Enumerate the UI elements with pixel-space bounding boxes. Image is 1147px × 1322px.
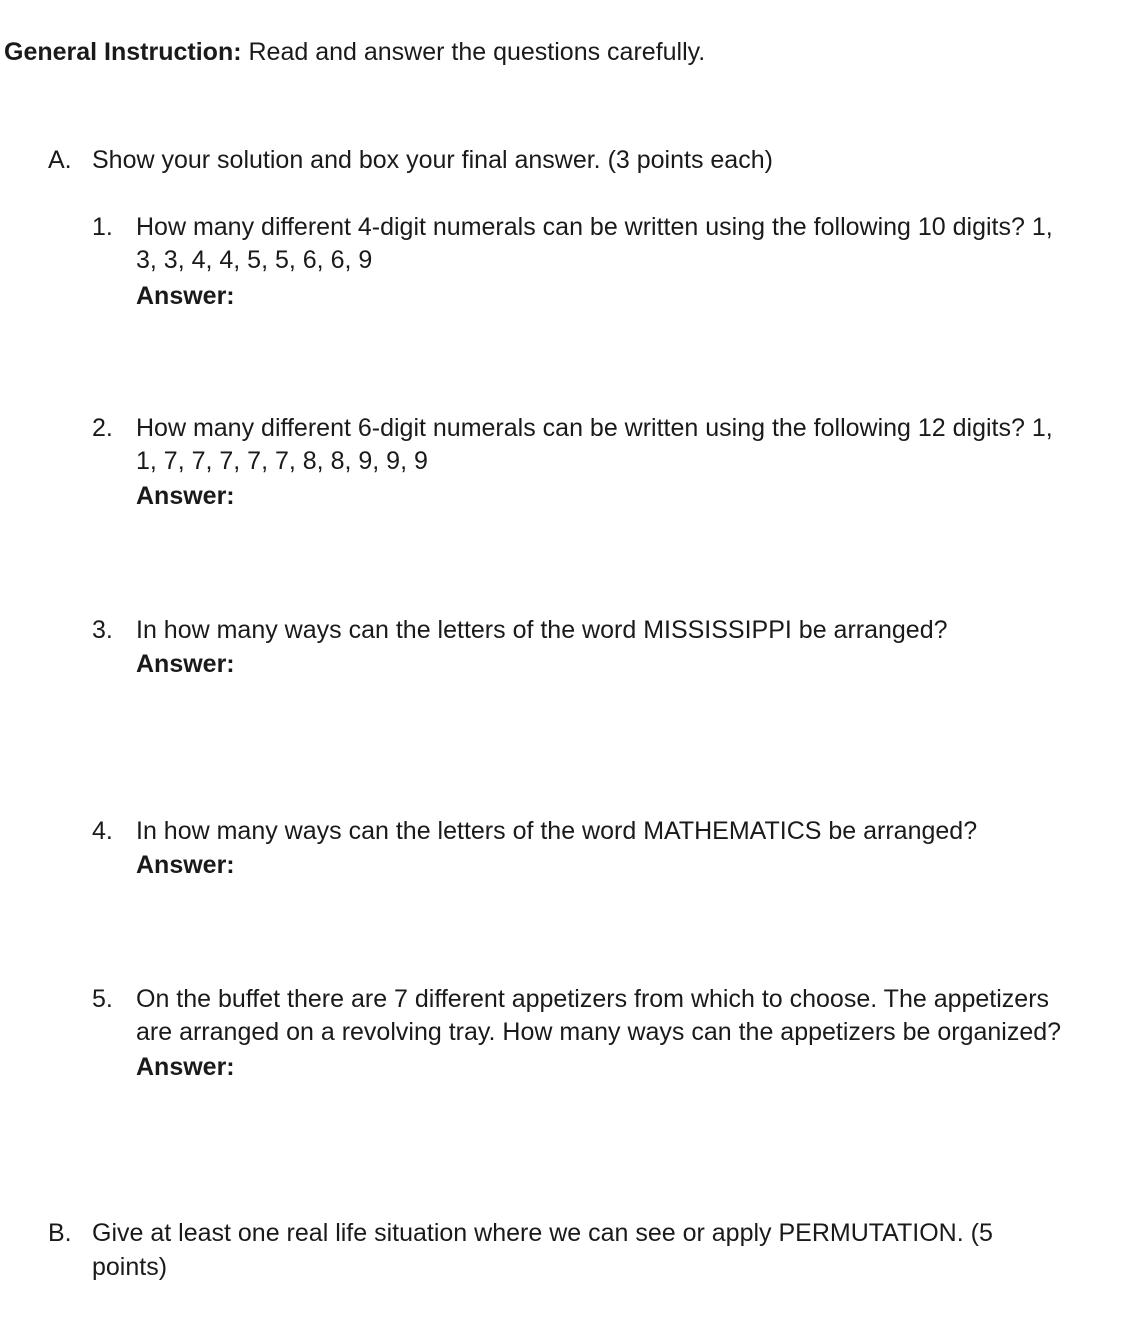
answer-label: Answer: xyxy=(136,650,235,678)
question-text-line: In how many ways can the letters of the word MISSISSIPPI be arranged? xyxy=(136,616,948,644)
section-b-text-line: points) xyxy=(92,1253,168,1281)
answer-label: Answer: xyxy=(136,851,235,879)
question-text-line: 3, 3, 4, 4, 5, 5, 6, 6, 9 xyxy=(136,246,373,274)
question-number: 1. xyxy=(92,213,113,241)
answer-label: Answer: xyxy=(136,282,235,310)
question-number: 5. xyxy=(92,985,113,1013)
question-number: 3. xyxy=(92,616,113,644)
general-instruction-text: Read and answer the questions carefully. xyxy=(241,38,706,66)
question-text-line: are arranged on a revolving tray. How many ways can the appetizers be organized? xyxy=(136,1018,1062,1046)
question-text-line: How many different 6-digit numerals can be written using the following 12 digits? 1, xyxy=(136,414,1053,442)
question-number: 4. xyxy=(92,817,113,845)
answer-label: Answer: xyxy=(136,482,235,510)
general-instruction xyxy=(4,38,705,67)
section-b-letter: B. xyxy=(48,1219,72,1247)
question-text-line: On the buffet there are 7 different appetizers from which to choose. The appetizers xyxy=(136,985,1050,1013)
answer-label: Answer: xyxy=(136,1053,235,1081)
section-a-letter: A. xyxy=(48,146,72,174)
question-text-line: 1, 7, 7, 7, 7, 7, 8, 8, 9, 9, 9 xyxy=(136,447,428,475)
section-b-text-line: Give at least one real life situation where we can see or apply PERMUTATION. (5 xyxy=(92,1219,993,1247)
question-text-line: How many different 4-digit numerals can be written using the following 10 digits? 1, xyxy=(136,213,1053,241)
question-number: 2. xyxy=(92,414,113,442)
question-text-line: In how many ways can the letters of the word MATHEMATICS be arranged? xyxy=(136,817,978,845)
general-instruction-label: General Instruction: xyxy=(4,38,242,66)
section-a-title: Show your solution and box your final answer. (3 points each) xyxy=(92,146,773,174)
